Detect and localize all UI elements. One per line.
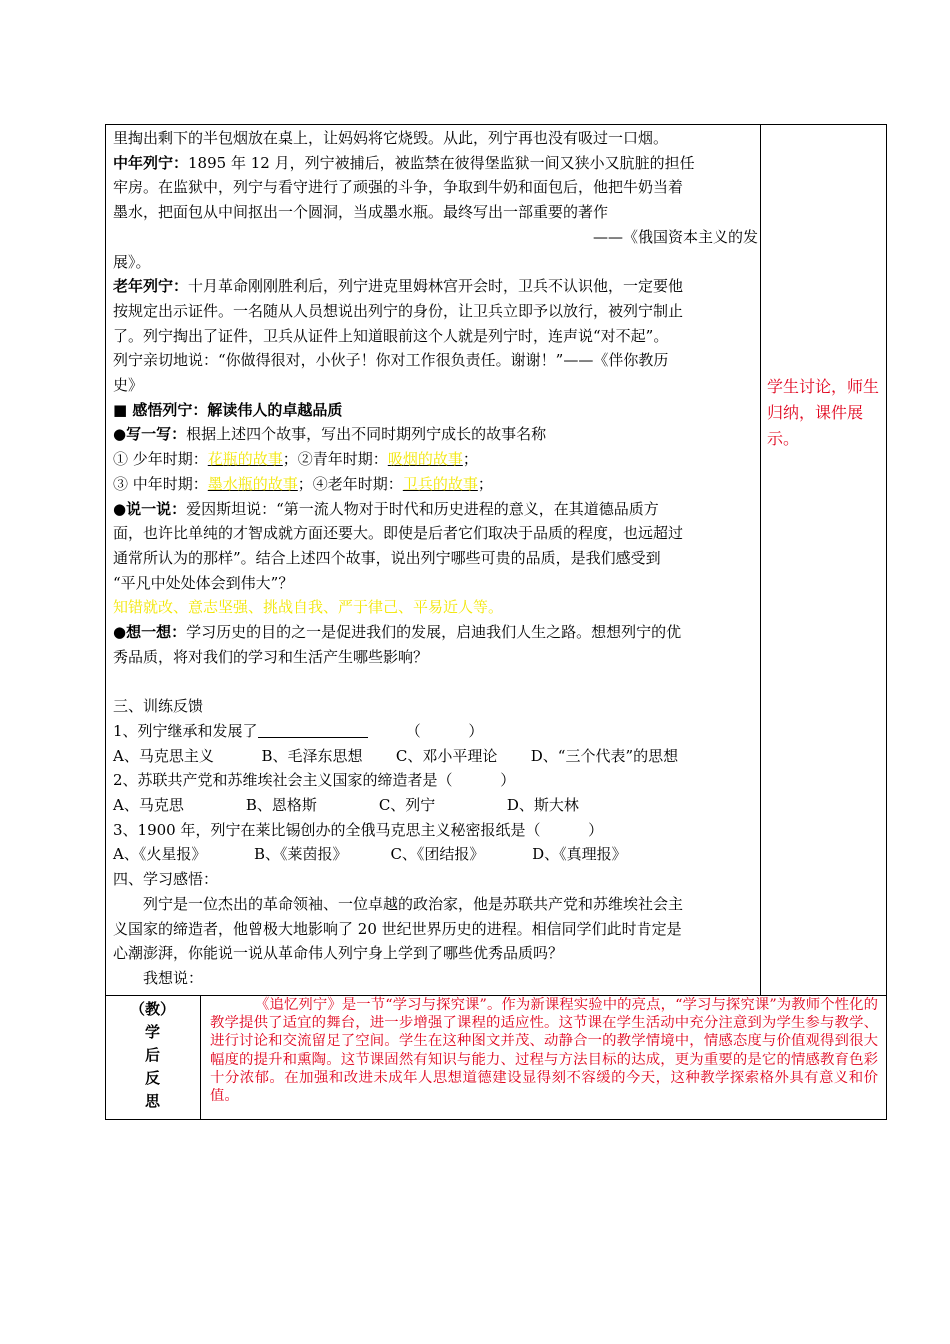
reflection-label-line: （教） [129,1000,175,1018]
question-3: 3、1900 年，列宁在莱比锡创办的全俄马克思主义秘密报纸是（ ） [113,820,604,839]
reflection-label-line: 后 [144,1046,160,1064]
question-1 [113,719,758,744]
answer-prefix: ③ 中年时期： [113,474,208,493]
say-text: 面，也许比单纯的才智成就方面还要大。即使是后者它们取决于品质的程度，也远超过 [113,524,684,543]
say-text: 通常所认为的那样”。结合上述四个故事，说出列宁哪些可贵的品质，是我们感受到 [113,548,661,567]
feedback-heading: 三、训练反馈 [113,697,204,716]
old-text: 列宁亲切地说：“你做得很对，小伙子！你对工作很负责任。谢谢！”——《伴你教历 [113,351,669,370]
blank-line [113,669,758,694]
write-prompt [113,422,758,447]
say-text: “平凡中处处体会到伟大”？ [113,573,294,592]
main-content [113,126,758,991]
think-label: ●想一想： [113,623,187,642]
middle-text: 牢房。在监狱中，列宁与看守进行了顽强的斗争，争取到牛奶和面包后，他把牛奶当着 [113,178,684,197]
old-label: 老年列宁： [113,277,189,296]
middle-source: ——《俄国资本主义的发 [592,227,758,246]
question-options: A、马克思 B、恩格斯 C、列宁 D、斯大林 [113,795,579,814]
think-prompt [113,620,758,645]
reflection-label-line: 思 [144,1092,160,1110]
insight-heading: 四、学习感悟： [113,870,219,889]
story-middle [113,151,758,176]
insight-text: 义国家的缔造者，他曾极大地影响了 20 世纪世界历史的进程。相信同学们此时肯定是 [113,919,682,938]
say-label: ●说一说： [113,499,187,518]
middle-text: 1895 年 12 月，列宁被捕后，被监禁在彼得堡监狱一间又狭小又肮脏的担任 [188,153,695,172]
teaching-note: 学生讨论，师生归纳，课件展示。 [767,377,880,448]
insight-text: 心潮澎湃，你能说一说从革命伟人列宁身上学到了哪些优秀品质吗？ [113,944,564,963]
answer-blank[interactable] [258,723,368,738]
story-old [113,274,758,299]
reflection-text: 《追忆列宁》是一节“学习与探究课”。作为新课程实验中的亮点，“学习与探究课”为教师个性化的教学提供了适宜的舞台，进一步增强了课程的适应性。这节课在学生活动中充分注意到为学生参与教学、进行讨论和交流留足了空间。学生在这种图文并茂、动静合一的教学情境中，情感态度与价值观得到很大幅度的提升和熏陶。这节课固然有知识与能力、过程与方法目标的达成，更为重要的是它的情感教育色彩十分浓郁。在加强和改进未成年人思想道德建设显得刻不容缓的今天，这种教学探索格外具有意义和价值。 [210,997,878,1105]
answer-paren: （ ） [405,721,484,740]
answer-old: 卫兵的故事 [402,474,478,493]
answer-prefix: ；②青年时期： [282,450,388,469]
write-text: 根据上述四个故事，写出不同时期列宁成长的故事名称 [186,425,547,444]
middle-source: 展》。 [113,252,151,271]
insight-text: 列宁是一位杰出的革命领袖、一位卓越的政治家，他是苏联共产党和苏维埃社会主 [143,894,684,913]
reflection-label [106,998,199,1113]
say-prompt [113,497,758,522]
answer-youth: 花瓶的故事 [207,450,283,469]
old-text: 史》 [113,376,144,395]
say-text: 爱因斯坦说：“第一流人物对于时代和历史进程的意义，在其道德品质方 [186,499,659,518]
insight-prompt: 我想说： [143,968,204,987]
story-line: 里掏出剩下的半包烟放在桌上，让妈妈将它烧毁。从此，列宁再也没有吸过一口烟。 [113,129,669,147]
section-heading: ■ 感悟列宁：解读伟人的卓越品质 [113,400,343,419]
answer-row-2 [113,472,758,497]
old-text: 按规定出示证件。一名随从人员想说出列宁的身份，让卫兵立即予以放行，被列宁制止 [113,301,684,320]
question-text: 1、列宁继承和发展了 [113,721,258,740]
answer-row-1 [113,447,758,472]
middle-text: 墨水，把面包从中间抠出一个圆洞，当成墨水瓶。最终写出一部重要的著作 [113,203,609,222]
write-label: ●写一写： [113,425,187,444]
question-2: 2、苏联共产党和苏维埃社会主义国家的缔造者是（ ） [113,771,516,790]
column-divider [760,124,761,995]
answer-middle: 墨水瓶的故事 [207,474,298,493]
middle-label: 中年列宁： [113,153,189,172]
reflection-divider [200,995,201,1120]
old-text: 了。列宁掏出了证件，卫兵从证件上知道眼前这个人就是列宁时，连声说“对不起”。 [113,326,669,345]
answer-young-adult: 吸烟的故事 [387,450,463,469]
question-options: A、《火星报》 B、《莱茵报》 C、《团结报》 D、《真理报》 [113,845,627,864]
separator: ； [477,474,493,493]
answer-prefix: ① 少年时期： [113,450,208,469]
reflection-label-line: 学 [144,1023,160,1041]
old-text: 十月革命刚刚胜利后，列宁进克里姆林宫开会时，卫兵不认识他，一定要他 [188,277,684,296]
think-text: 秀品质，将对我们的学习和生活产生哪些影响？ [113,647,429,666]
question-options: A、马克思主义 B、毛泽东思想 C、邓小平理论 D、“三个代表”的思想 [113,746,679,765]
reflection-label-line: 反 [144,1069,160,1087]
say-answer: 知错就改、意志坚强、挑战自我、严于律己、平易近人等。 [113,598,504,617]
think-text: 学习历史的目的之一是促进我们的发展，启迪我们人生之路。想想列宁的优 [186,623,682,642]
separator: ； [462,450,478,469]
answer-prefix: ；④老年时期： [297,474,403,493]
